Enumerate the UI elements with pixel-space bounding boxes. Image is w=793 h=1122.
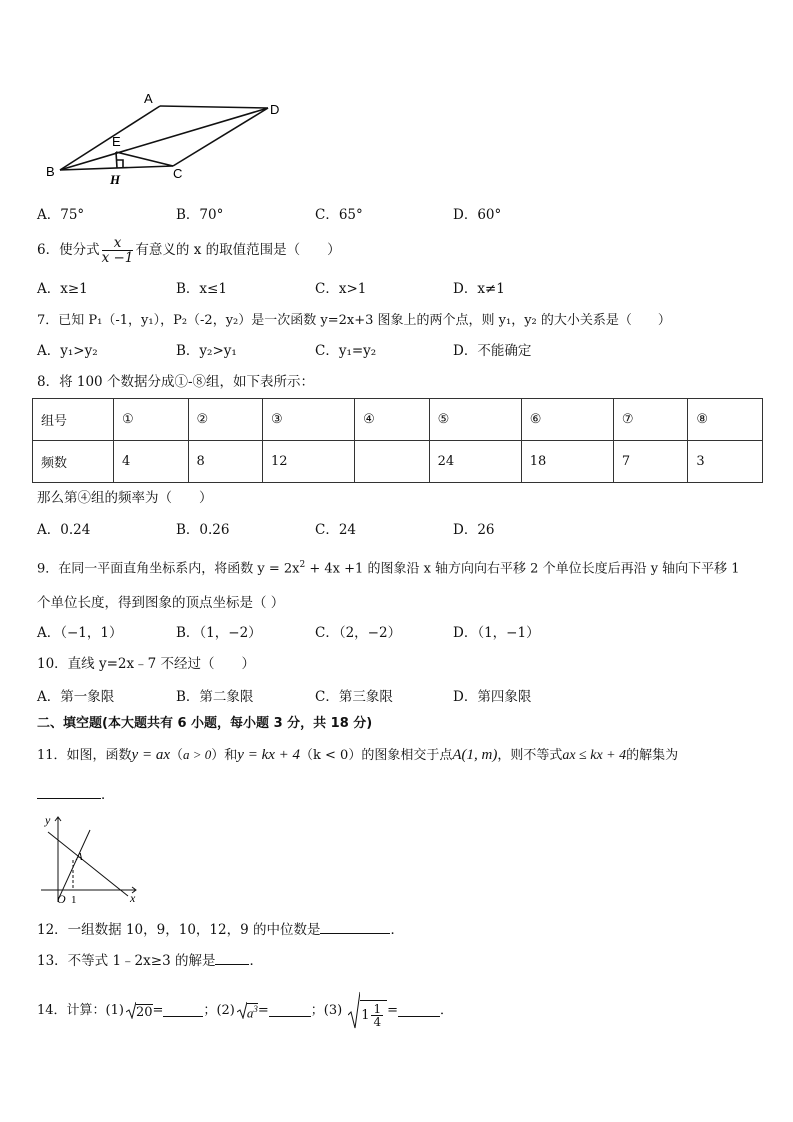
q10-option-d[interactable]: D．第四象限	[453, 689, 532, 705]
q11-text-h: 的解集为	[626, 748, 679, 763]
q14-eq2: =	[257, 1002, 269, 1018]
q6-suffix: 有意义的 x 的取值范围是（ ）	[135, 242, 341, 259]
q11-text-g: ，则不等式	[497, 748, 563, 763]
graph-x-label: x	[130, 891, 136, 905]
q14-radicand2-base: a	[246, 1005, 254, 1020]
q14-sep2: ；	[310, 1002, 324, 1018]
q6-frac-num: x	[102, 236, 134, 251]
table-row-header	[33, 399, 763, 441]
q9-exponent: 2	[299, 560, 306, 570]
q11-inequality: ax ≤ kx + 4	[562, 748, 627, 763]
q8-option-a[interactable]: A．0.24	[37, 522, 91, 538]
q12-stem	[37, 921, 404, 938]
q14-answer-blank-2[interactable]	[269, 1004, 311, 1017]
table-cell: 12	[263, 441, 355, 483]
q7-option-d[interactable]: D．不能确定	[453, 343, 532, 359]
q11-point: A(1, m)	[452, 747, 498, 763]
q14-part3-label: (3)	[323, 1002, 343, 1018]
q9-option-c[interactable]: C．（2，−2）	[315, 625, 402, 641]
q11-stem	[37, 748, 678, 763]
q14-frac-num: 1	[373, 1001, 382, 1016]
label-D: D	[270, 102, 280, 117]
q5-option-c[interactable]: C．65°	[315, 207, 363, 223]
q14-answer-blank-3[interactable]	[398, 1004, 440, 1017]
q9-option-d[interactable]: D．（1，−1）	[453, 625, 540, 641]
q14-answer-blank-1[interactable]	[163, 1004, 203, 1017]
q11-text-b: （	[169, 748, 183, 763]
table-header-cell: ⑧	[688, 399, 763, 441]
q9-option-b[interactable]: B．（1，−2）	[176, 625, 262, 641]
q6-stem	[37, 236, 341, 265]
table-header-cell: ④	[355, 399, 430, 441]
graph-y-label: y	[45, 813, 51, 827]
q14-sqrt2	[237, 1001, 258, 1019]
q12-end: ．	[390, 922, 404, 938]
q6-frac-den: x −1	[101, 250, 134, 267]
q11-text-a: 11．如图，函数	[37, 748, 132, 763]
table-header-cell: 组号	[33, 399, 114, 441]
q7-option-c[interactable]: C．y₁=y₂	[315, 343, 377, 359]
q9-option-a[interactable]: A．（−1，1）	[37, 625, 123, 641]
graph-one-label: 1	[71, 894, 77, 906]
label-H: H	[110, 172, 121, 187]
table-cell: 4	[114, 441, 189, 483]
q7-stem: 7．已知 P₁（-1，y₁），P₂（-2，y₂）是一次函数 y=2x+3 图象上的两个点，则 y₁，y₂ 的大小关系是（ ）	[37, 313, 671, 328]
q9-line1	[37, 561, 740, 575]
radical-sign-icon	[348, 991, 360, 1029]
q13-stem	[37, 952, 263, 969]
q6-option-d[interactable]: D．x≠1	[453, 281, 505, 297]
table-row-frequency	[33, 441, 763, 483]
q9-line1-b: + 4x +1 的图象沿 x 轴方向向右平移 2 个单位长度后再沿 y 轴向下平移 1	[305, 561, 740, 577]
q8-option-d[interactable]: D．26	[453, 522, 495, 538]
q6-option-c[interactable]: C．x>1	[315, 281, 367, 297]
q11-end: ．	[101, 787, 115, 803]
q14-sqrt1	[126, 1001, 153, 1019]
table-cell: 8	[188, 441, 263, 483]
q10-option-c[interactable]: C．第三象限	[315, 689, 393, 705]
table-header-cell: ⑥	[521, 399, 613, 441]
q8-stem: 8．将 100 个数据分成①-⑧组，如下表所示：	[37, 374, 314, 390]
q12-text: 12．一组数据 10，9，10，12，9 的中位数是	[37, 922, 321, 938]
q13-end: ．	[249, 953, 263, 969]
table-cell: 频数	[33, 441, 114, 483]
label-A: A	[144, 91, 153, 106]
q12-answer-blank[interactable]	[320, 921, 390, 934]
table-header-cell: ⑦	[613, 399, 688, 441]
q14-part2-label: (2)	[216, 1002, 235, 1018]
q10-option-b[interactable]: B．第二象限	[176, 689, 254, 705]
q11-answer	[37, 786, 115, 803]
q14-eq3: =	[387, 1002, 399, 1018]
q8-option-b[interactable]: B．0.26	[176, 522, 230, 538]
q6-prefix: 6．使分式	[37, 242, 100, 259]
graph-origin-label: O	[57, 892, 66, 906]
q13-text: 13．不等式 1﹣2x≥3 的解是	[37, 953, 216, 969]
q9-line1-a: 9．在同一平面直角坐标系内，将函数 y = 2x	[37, 561, 300, 577]
q5-option-a[interactable]: A．75°	[37, 207, 85, 223]
q11-graph	[36, 812, 146, 907]
q14-end: ．	[440, 1002, 454, 1018]
q14-mixed-fraction	[371, 1003, 383, 1029]
q14-sep1: ；	[203, 1002, 217, 1018]
table-header-cell: ③	[263, 399, 355, 441]
q11-func1: y = ax	[131, 747, 170, 763]
frequency-table	[32, 398, 763, 483]
radical-sign-icon	[237, 1001, 247, 1019]
q11-text-d: ）和	[211, 748, 238, 763]
radical-sign-icon	[126, 1001, 136, 1019]
label-E: E	[112, 134, 121, 149]
label-B: B	[46, 164, 55, 179]
q7-option-a[interactable]: A．y₁>y₂	[37, 343, 98, 359]
table-header-cell: ①	[114, 399, 189, 441]
q14-radicand1: 20	[135, 1005, 153, 1020]
section-2-title: 二、填空题(本大题共有 6 小题，每小题 3 分，共 18 分)	[37, 716, 373, 731]
q11-answer-blank[interactable]	[37, 786, 101, 799]
q14-sqrt3	[348, 991, 387, 1029]
q6-fraction	[102, 236, 134, 265]
graph-point-a-label: A	[76, 851, 83, 863]
label-C: C	[173, 166, 183, 181]
q13-answer-blank[interactable]	[215, 952, 249, 965]
q14-label: 14．计算：	[37, 1002, 106, 1018]
q10-stem: 10．直线 y=2x﹣7 不经过（ ）	[37, 656, 255, 672]
q7-option-b[interactable]: B．y₂>y₁	[176, 343, 237, 359]
q5-option-d[interactable]: D．60°	[453, 207, 502, 223]
q14-frac-den: 4	[373, 1015, 382, 1030]
q14-eq1: =	[152, 1002, 164, 1018]
q11-cond1: a > 0	[183, 747, 212, 762]
table-cell: 3	[688, 441, 763, 483]
q14-radicand2-exp: 3	[253, 1003, 258, 1014]
q14-whole: 1	[361, 1008, 370, 1024]
q14-radicand2	[247, 1003, 258, 1019]
q11-text-e: （k < 0）的图象相交于点	[300, 748, 453, 763]
q6-option-a[interactable]: A．x≥1	[37, 281, 88, 297]
parallelogram-figure	[40, 88, 300, 188]
q11-func2: y = kx + 4	[237, 747, 301, 763]
table-cell: 24	[429, 441, 521, 483]
table-cell	[355, 441, 430, 483]
q8-option-c[interactable]: C．24	[315, 522, 357, 538]
table-header-cell: ⑤	[429, 399, 521, 441]
q10-option-a[interactable]: A．第一象限	[37, 689, 115, 705]
q14-part1-label: (1)	[105, 1002, 124, 1018]
table-cell: 7	[613, 441, 688, 483]
table-cell: 18	[521, 441, 613, 483]
q5-option-b[interactable]: B．70°	[176, 207, 224, 223]
table-header-cell: ②	[188, 399, 263, 441]
q6-option-b[interactable]: B．x≤1	[176, 281, 227, 297]
q8-question: 那么第④组的频率为（ ）	[37, 490, 213, 506]
q9-line2: 个单位长度，得到图象的顶点坐标是（ ）	[37, 595, 285, 611]
q14-stem	[37, 991, 453, 1029]
q14-radicand3	[360, 1000, 387, 1029]
